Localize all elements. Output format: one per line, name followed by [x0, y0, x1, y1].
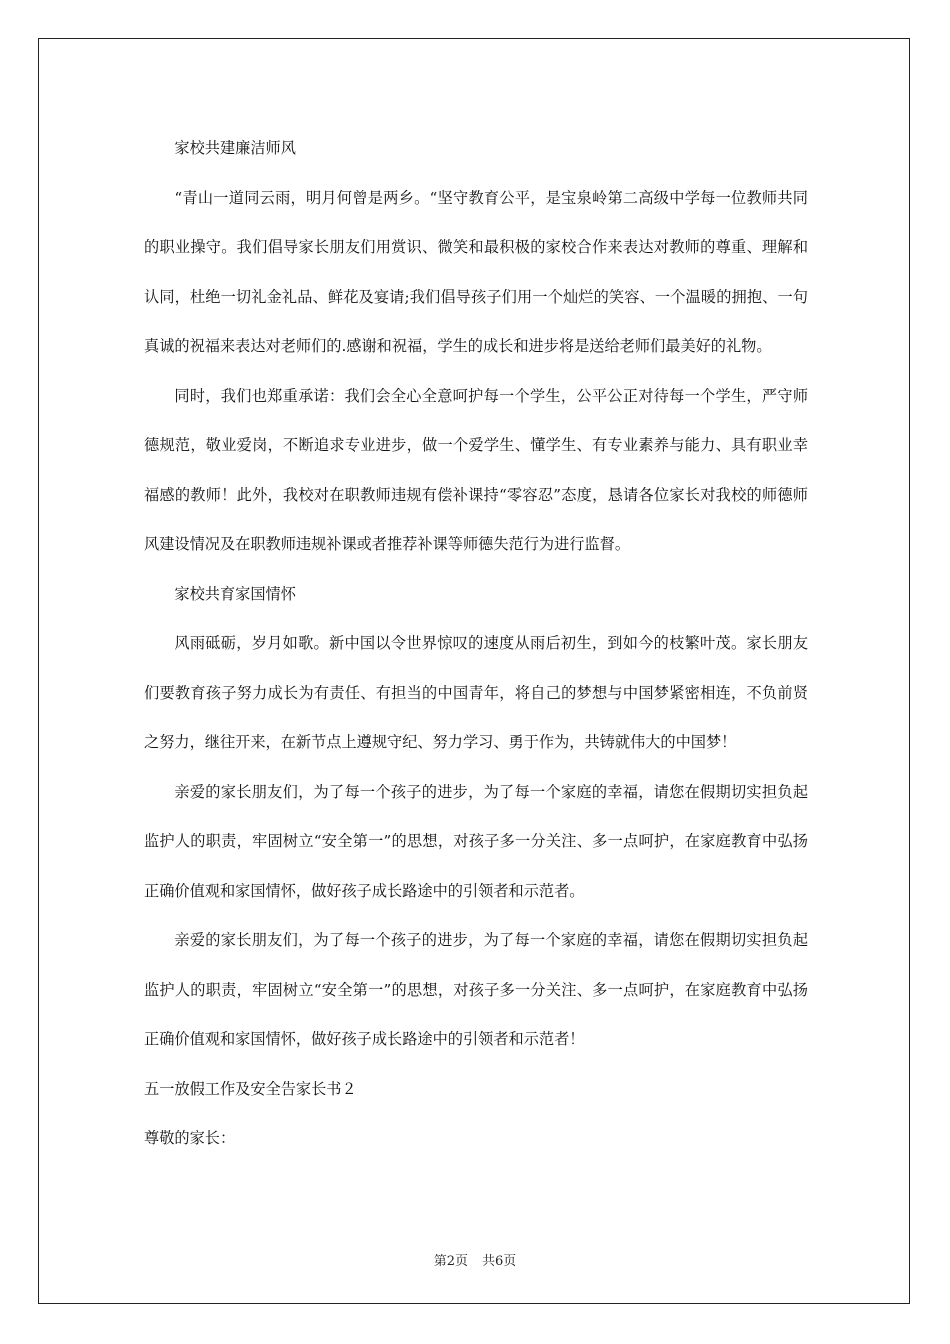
- page-footer: [0, 1250, 950, 1269]
- paragraph-integrity: “青山一道同云雨，明月何曾是两乡。“坚守教育公平，是宝泉岭第二高级中学每一位教师共同的职业操守。我们倡导家长朋友们用赏识、微笑和最积极的家校合作来表达对教师的尊重、理解和认同，杜绝一切礼金礼品、鲜花及宴请;我们倡导孩子们用一个灿烂的笑容、一个温暖的拥抱、一句真诚的祝福来表达对老师们的.感谢和祝福，学生的成长和进步将是送给老师们最美好的礼物。: [144, 188, 808, 355]
- document-title-2: 五一放假工作及安全告家长书２: [144, 1079, 357, 1098]
- document-body: [144, 124, 808, 1164]
- paragraph-patriotism: 风雨砥砺，岁月如歌。新中国以令世界惊叹的速度从雨后初生，到如今的枝繁叶茂。家长朋友们要教育孩子努力成长为有责任、有担当的中国青年，将自己的梦想与中国梦紧密相连，不负前贤之努力，继往开来，在新节点上遵规守纪、努力学习、勇于作为，共铸就伟大的中国梦！: [144, 634, 808, 751]
- paragraph-parents-appeal-repeat: 亲爱的家长朋友们，为了每一个孩子的进步，为了每一个家庭的幸福，请您在假期切实担负起监护人的职责，牢固树立“安全第一”的思想，对孩子多一分关注、多一点呵护，在家庭教育中弘扬正确价值观和家国情怀，做好孩子成长路途中的引领者和示范者！: [144, 931, 808, 1048]
- salutation: 尊敬的家长：: [144, 1129, 236, 1147]
- paragraph-commitment: 同时，我们也郑重承诺：我们会全心全意呵护每一个学生，公平公正对待每一个学生，严守师德规范，敬业爱岗，不断追求专业进步，做一个爱学生、懂学生、有专业素养与能力、具有职业幸福感的教师！此外，我校对在职教师违规有偿补课持“零容忍”态度，恳请各位家长对我校的师德师风建设情况及在职教师违规补课或者推荐补课等师德失范行为进行监督。: [144, 386, 808, 553]
- paragraph-parents-appeal: 亲爱的家长朋友们，为了每一个孩子的进步，为了每一个家庭的幸福，请您在假期切实担负起监护人的职责，牢固树立“安全第一”的思想，对孩子多一分关注、多一点呵护，在家庭教育中弘扬正确价值观和家国情怀，做好孩子成长路途中的引领者和示范者。: [144, 782, 808, 900]
- page-number: 第2页: [433, 1254, 468, 1269]
- section-heading-patriotism: 家校共育家国情怀: [174, 584, 296, 603]
- page-total: 共6页: [482, 1254, 517, 1269]
- section-heading-integrity: 家校共建廉洁师风: [174, 139, 296, 157]
